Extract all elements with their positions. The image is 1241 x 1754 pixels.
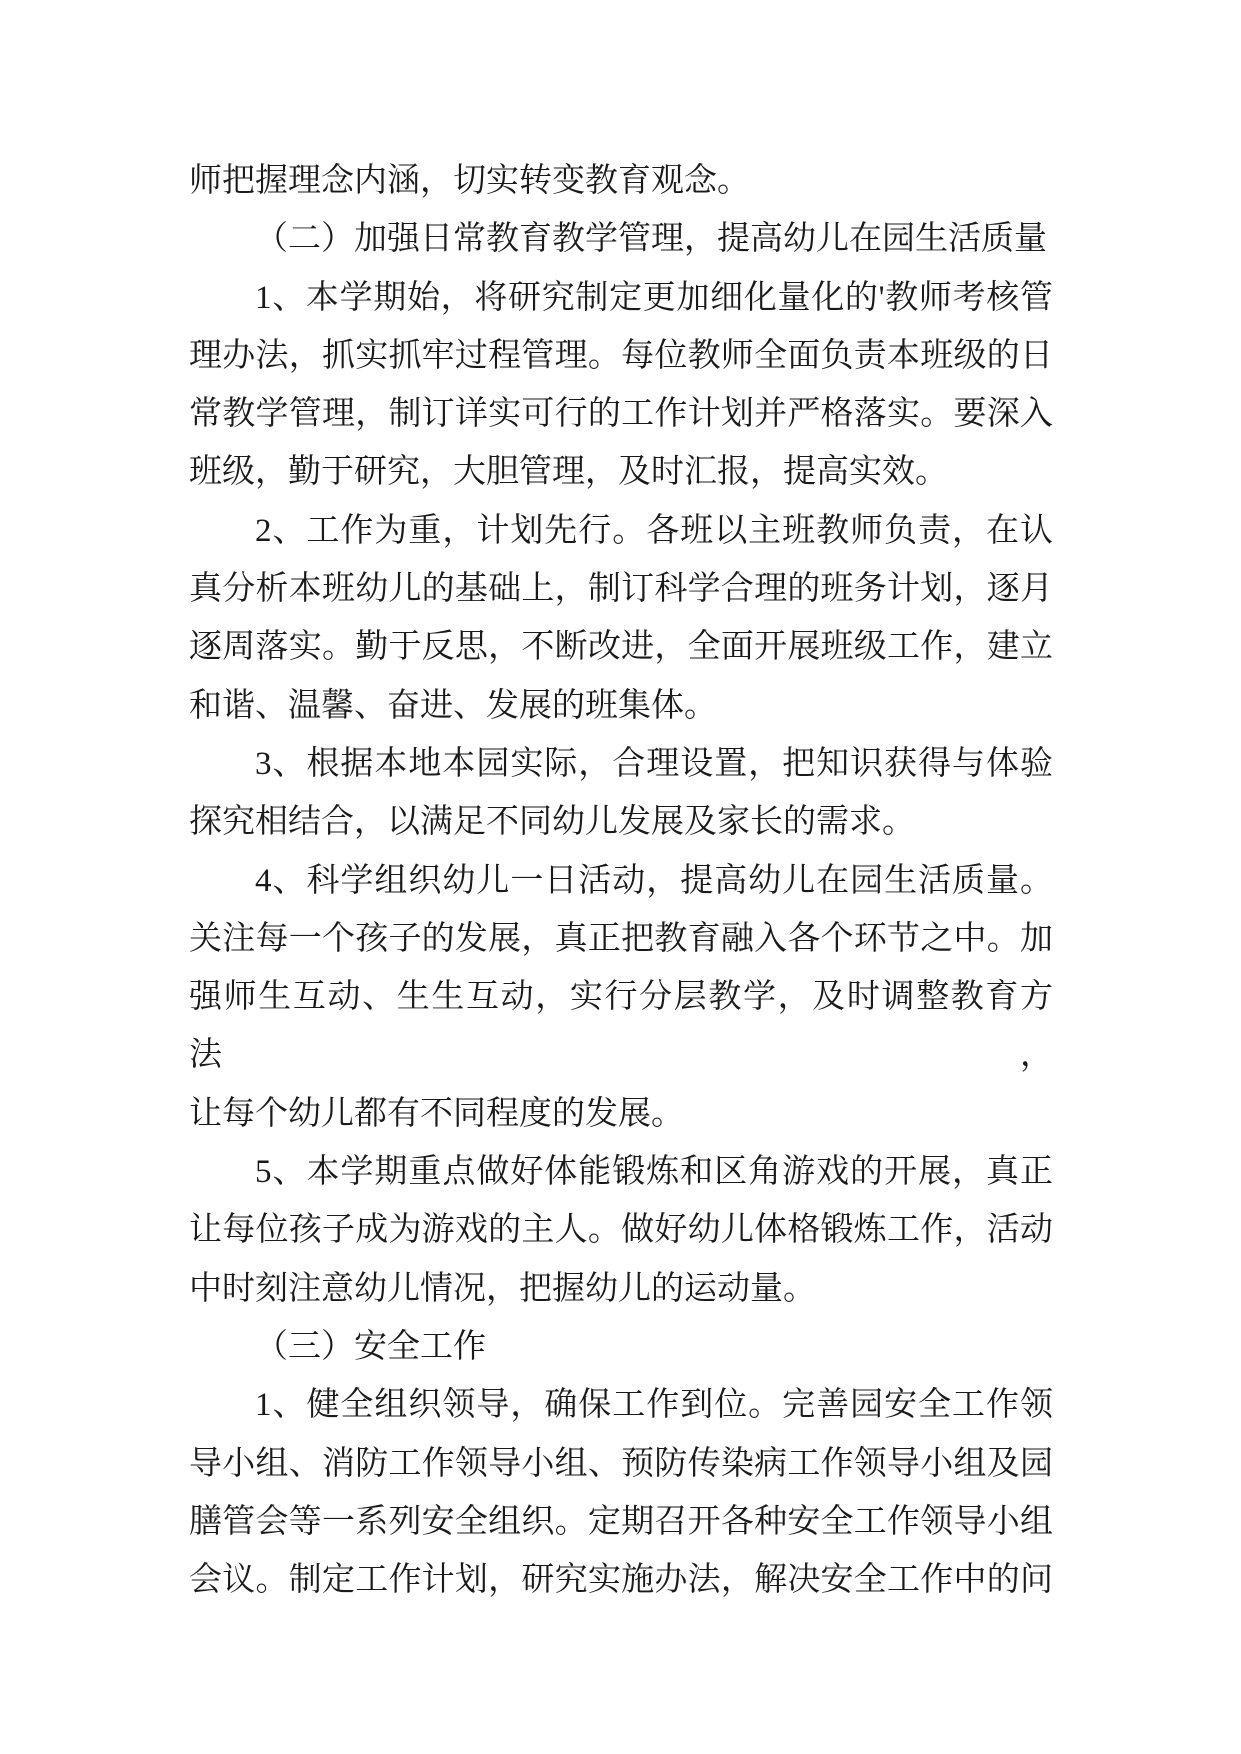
- paragraph: [189, 269, 1053, 502]
- text-line: 3、根据本地本园实际，合理设置，把知识获得与体验: [255, 745, 1053, 782]
- text-line: 关注每一个孩子的发展，真正把教育融入各个环节之中。加: [189, 920, 1053, 957]
- paragraph: [189, 735, 1053, 852]
- paragraph: [189, 1376, 1053, 1609]
- text-line: 真分析本班幼儿的基础上，制订科学合理的班务计划，逐月: [189, 571, 1053, 608]
- text-line: 常教学管理，制订详实可行的工作计划并严格落实。要深入: [189, 396, 1053, 433]
- text-line: 让每个幼儿都有不同程度的发展。: [189, 1095, 684, 1132]
- text-line: 探究相结合，以满足不同幼儿发展及家长的需求。: [189, 804, 915, 841]
- text-line: 班级，勤于研究，大胆管理，及时汇报，提高实效。: [189, 454, 948, 491]
- text-line: 5、本学期重点做好体能锻炼和区角游戏的开展，真正: [255, 1154, 1053, 1191]
- text-line: 中时刻注意幼儿情况，把握幼儿的运动量。: [189, 1270, 816, 1307]
- paragraph: [189, 502, 1053, 735]
- text-line: 会议。制定工作计划，研究实施办法，解决安全工作中的问: [189, 1562, 1053, 1599]
- text-line: （二）加强日常教育教学管理，提高幼儿在园生活质量: [255, 221, 1047, 258]
- text-line: 1、本学期始，将研究制定更加细化量化的'教师考核管: [255, 279, 1053, 316]
- text-block: [189, 152, 1053, 1609]
- paragraph: [189, 852, 1053, 1143]
- paragraph: [189, 210, 1053, 268]
- text-line: 和谐、温馨、奋进、发展的班集体。: [189, 687, 717, 724]
- text-line: 理办法，抓实抓牢过程管理。每位教师全面负责本班级的日: [189, 337, 1053, 374]
- text-line: 4、科学组织幼儿一日活动，提高幼儿在园生活质量。: [255, 862, 1053, 899]
- text-line: 逐周落实。勤于反思，不断改进，全面开展班级工作，建立: [189, 629, 1053, 666]
- text-line: 导小组、消防工作领导小组、预防传染病工作领导小组及园: [189, 1445, 1053, 1482]
- text-line: （三）安全工作: [255, 1328, 486, 1365]
- text-line: 1、健全组织领导，确保工作到位。完善园安全工作领: [255, 1387, 1053, 1424]
- paragraph: [189, 1143, 1053, 1318]
- text-line: 让每位孩子成为游戏的主人。做好幼儿体格锻炼工作，活动: [189, 1212, 1053, 1249]
- paragraph: [189, 152, 1053, 210]
- text-line: 强师生互动、生生互动，实行分层教学，及时调整教育方法，: [189, 979, 1053, 1074]
- text-line: 2、工作为重，计划先行。各班以主班教师负责，在认: [255, 512, 1053, 549]
- text-line: 膳管会等一系列安全组织。定期召开各种安全工作领导小组: [189, 1503, 1053, 1540]
- text-line: 师把握理念内涵，切实转变教育观念。: [189, 163, 750, 199]
- paragraph: [189, 1318, 1053, 1376]
